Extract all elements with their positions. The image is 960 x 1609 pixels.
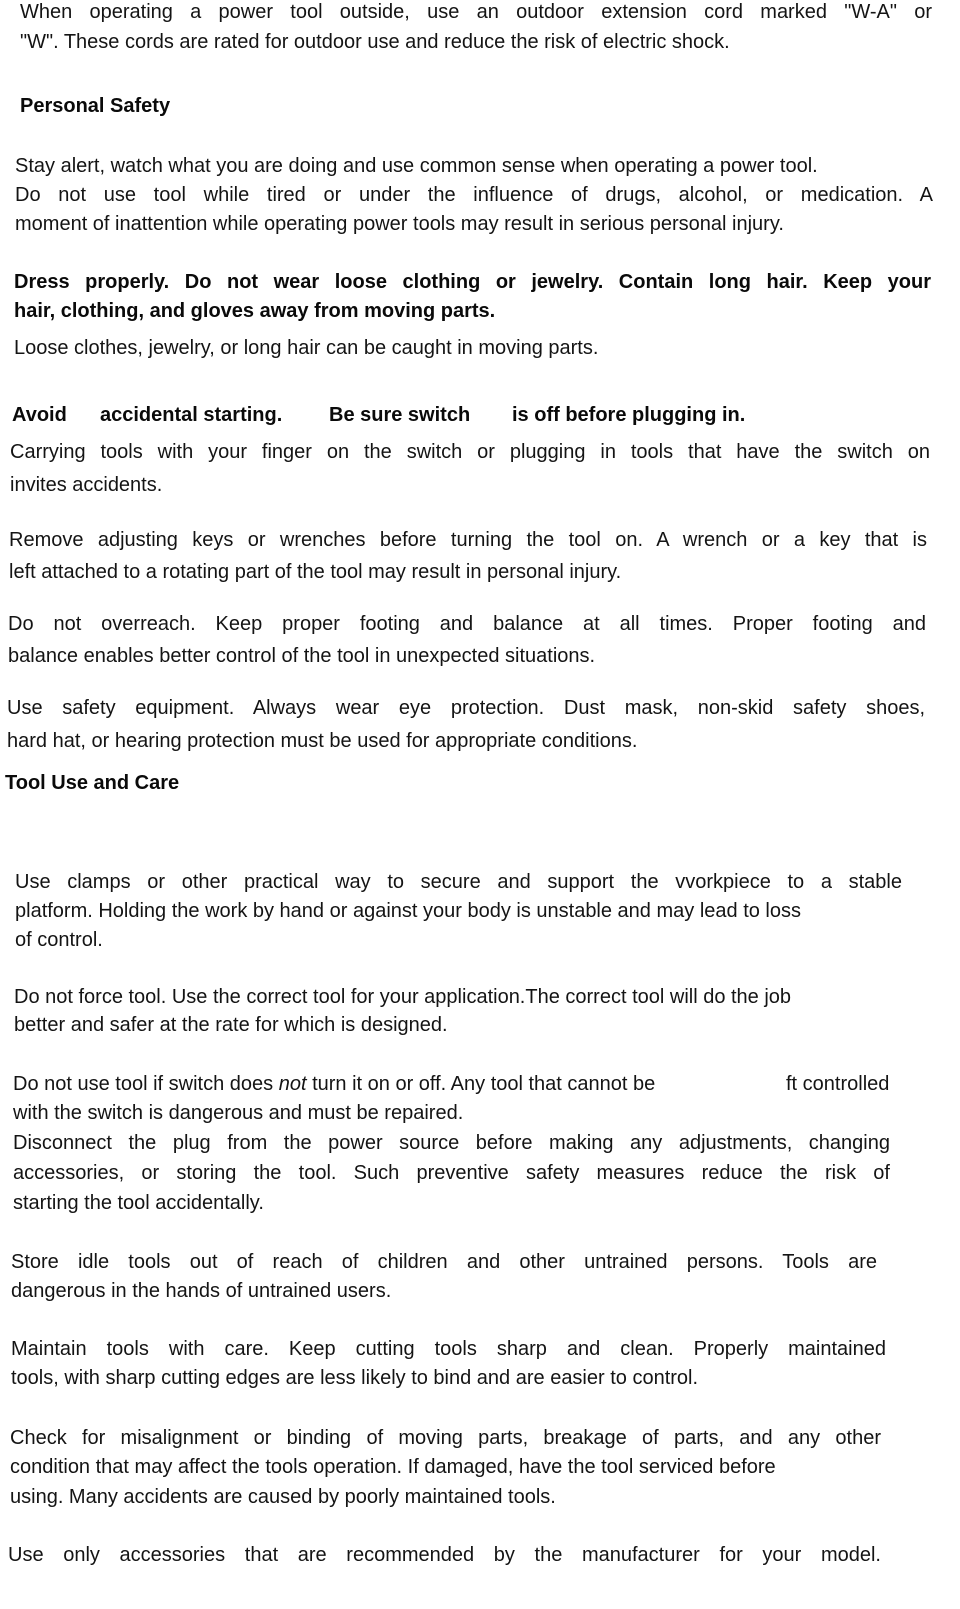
avoid-line-3: invites accidents. <box>10 474 163 496</box>
check-line-2: condition that may affect the tools operation. If damaged, have the tool serviced before <box>10 1456 776 1478</box>
clamps-line-2: platform. Holding the work by hand or against your body is unstable and may lead to loss <box>15 900 801 922</box>
switch-line-1-tail: ft controlled <box>786 1073 890 1095</box>
personal-safety-line-2: Do not use tool while tired or under the influence of drugs, alcohol, or medication. A <box>15 184 933 206</box>
personal-safety-line-3: moment of inattention while operating power tools may result in serious personal injury. <box>15 213 784 235</box>
equipment-line-1: Use safety equipment. Always wear eye protection. Dust mask, non-skid safety shoes, <box>7 697 925 719</box>
equipment-line-2: hard hat, or hearing protection must be used for appropriate conditions. <box>7 730 638 752</box>
avoid-part-3: Be sure switch <box>329 404 471 426</box>
idle-line-2: dangerous in the hands of untrained users. <box>11 1280 392 1302</box>
overreach-line-1: Do not overreach. Keep proper footing and balance at all times. Proper footing and <box>8 613 926 635</box>
disconnect-line-3: starting the tool accidentally. <box>13 1192 264 1214</box>
disconnect-line-1: Disconnect the plug from the power source before making any adjustments, changing <box>13 1132 890 1154</box>
dress-line-3: Loose clothes, jewelry, or long hair can be caught in moving parts. <box>14 337 599 359</box>
switch-line-2: with the switch is dangerous and must be repaired. <box>13 1102 464 1124</box>
avoid-part-2: accidental starting. <box>100 404 283 426</box>
force-line-1: Do not force tool. Use the correct tool for your application.The correct tool will do the job <box>14 986 792 1008</box>
check-line-1: Check for misalignment or binding of moving parts, breakage of parts, and any other <box>10 1427 881 1449</box>
outdoor-line-2: "W". These cords are rated for outdoor use and reduce the risk of electric shock. <box>20 31 730 53</box>
switch-line-1-emphasis: not <box>278 1073 307 1095</box>
avoid-part-4: is off before plugging in. <box>512 404 746 426</box>
force-line-2: better and safer at the rate for which is designed. <box>14 1014 448 1036</box>
check-line-3: using. Many accidents are caused by poorly maintained tools. <box>10 1486 556 1508</box>
disconnect-line-2: accessories, or storing the tool. Such preventive safety measures reduce the risk of <box>13 1162 890 1184</box>
maintain-line-2: tools, with sharp cutting edges are less likely to bind and are easier to control. <box>11 1367 699 1389</box>
switch-line-1-a: Do not use tool if switch does <box>13 1073 279 1095</box>
avoid-line-2: Carrying tools with your finger on the switch or plugging in tools that have the switch on <box>10 441 930 463</box>
dress-line-1: Dress properly. Do not wear loose clothing or jewelry. Contain long hair. Keep your <box>14 271 931 293</box>
maintain-line-1: Maintain tools with care. Keep cutting tools sharp and clean. Properly maintained <box>11 1338 886 1360</box>
overreach-line-2: balance enables better control of the tool in unexpected situations. <box>8 645 596 667</box>
avoid-part-1: Avoid <box>12 404 67 426</box>
tool-use-heading: Tool Use and Care <box>5 772 180 794</box>
clamps-line-1: Use clamps or other practical way to secure and support the vvorkpiece to a stable <box>15 871 902 893</box>
outdoor-line-1: When operating a power tool outside, use an outdoor extension cord marked "W-A" or <box>20 1 932 23</box>
idle-line-1: Store idle tools out of reach of children and other untrained persons. Tools are <box>11 1251 877 1273</box>
personal-safety-heading: Personal Safety <box>20 95 171 117</box>
clamps-line-3: of control. <box>15 929 103 951</box>
switch-line-1-c: turn it on or off. Any tool that cannot be <box>306 1073 656 1095</box>
keys-line-1: Remove adjusting keys or wrenches before turning the tool on. A wrench or a key that is <box>9 529 927 551</box>
keys-line-2: left attached to a rotating part of the tool may result in personal injury. <box>9 561 622 583</box>
personal-safety-line-1: Stay alert, watch what you are doing and use common sense when operating a power tool. <box>15 155 818 177</box>
switch-line-1 <box>13 1072 655 1096</box>
dress-line-2: hair, clothing, and gloves away from moving parts. <box>14 300 496 322</box>
accessories-line-1: Use only accessories that are recommended by the manufacturer for your model. <box>8 1544 881 1566</box>
